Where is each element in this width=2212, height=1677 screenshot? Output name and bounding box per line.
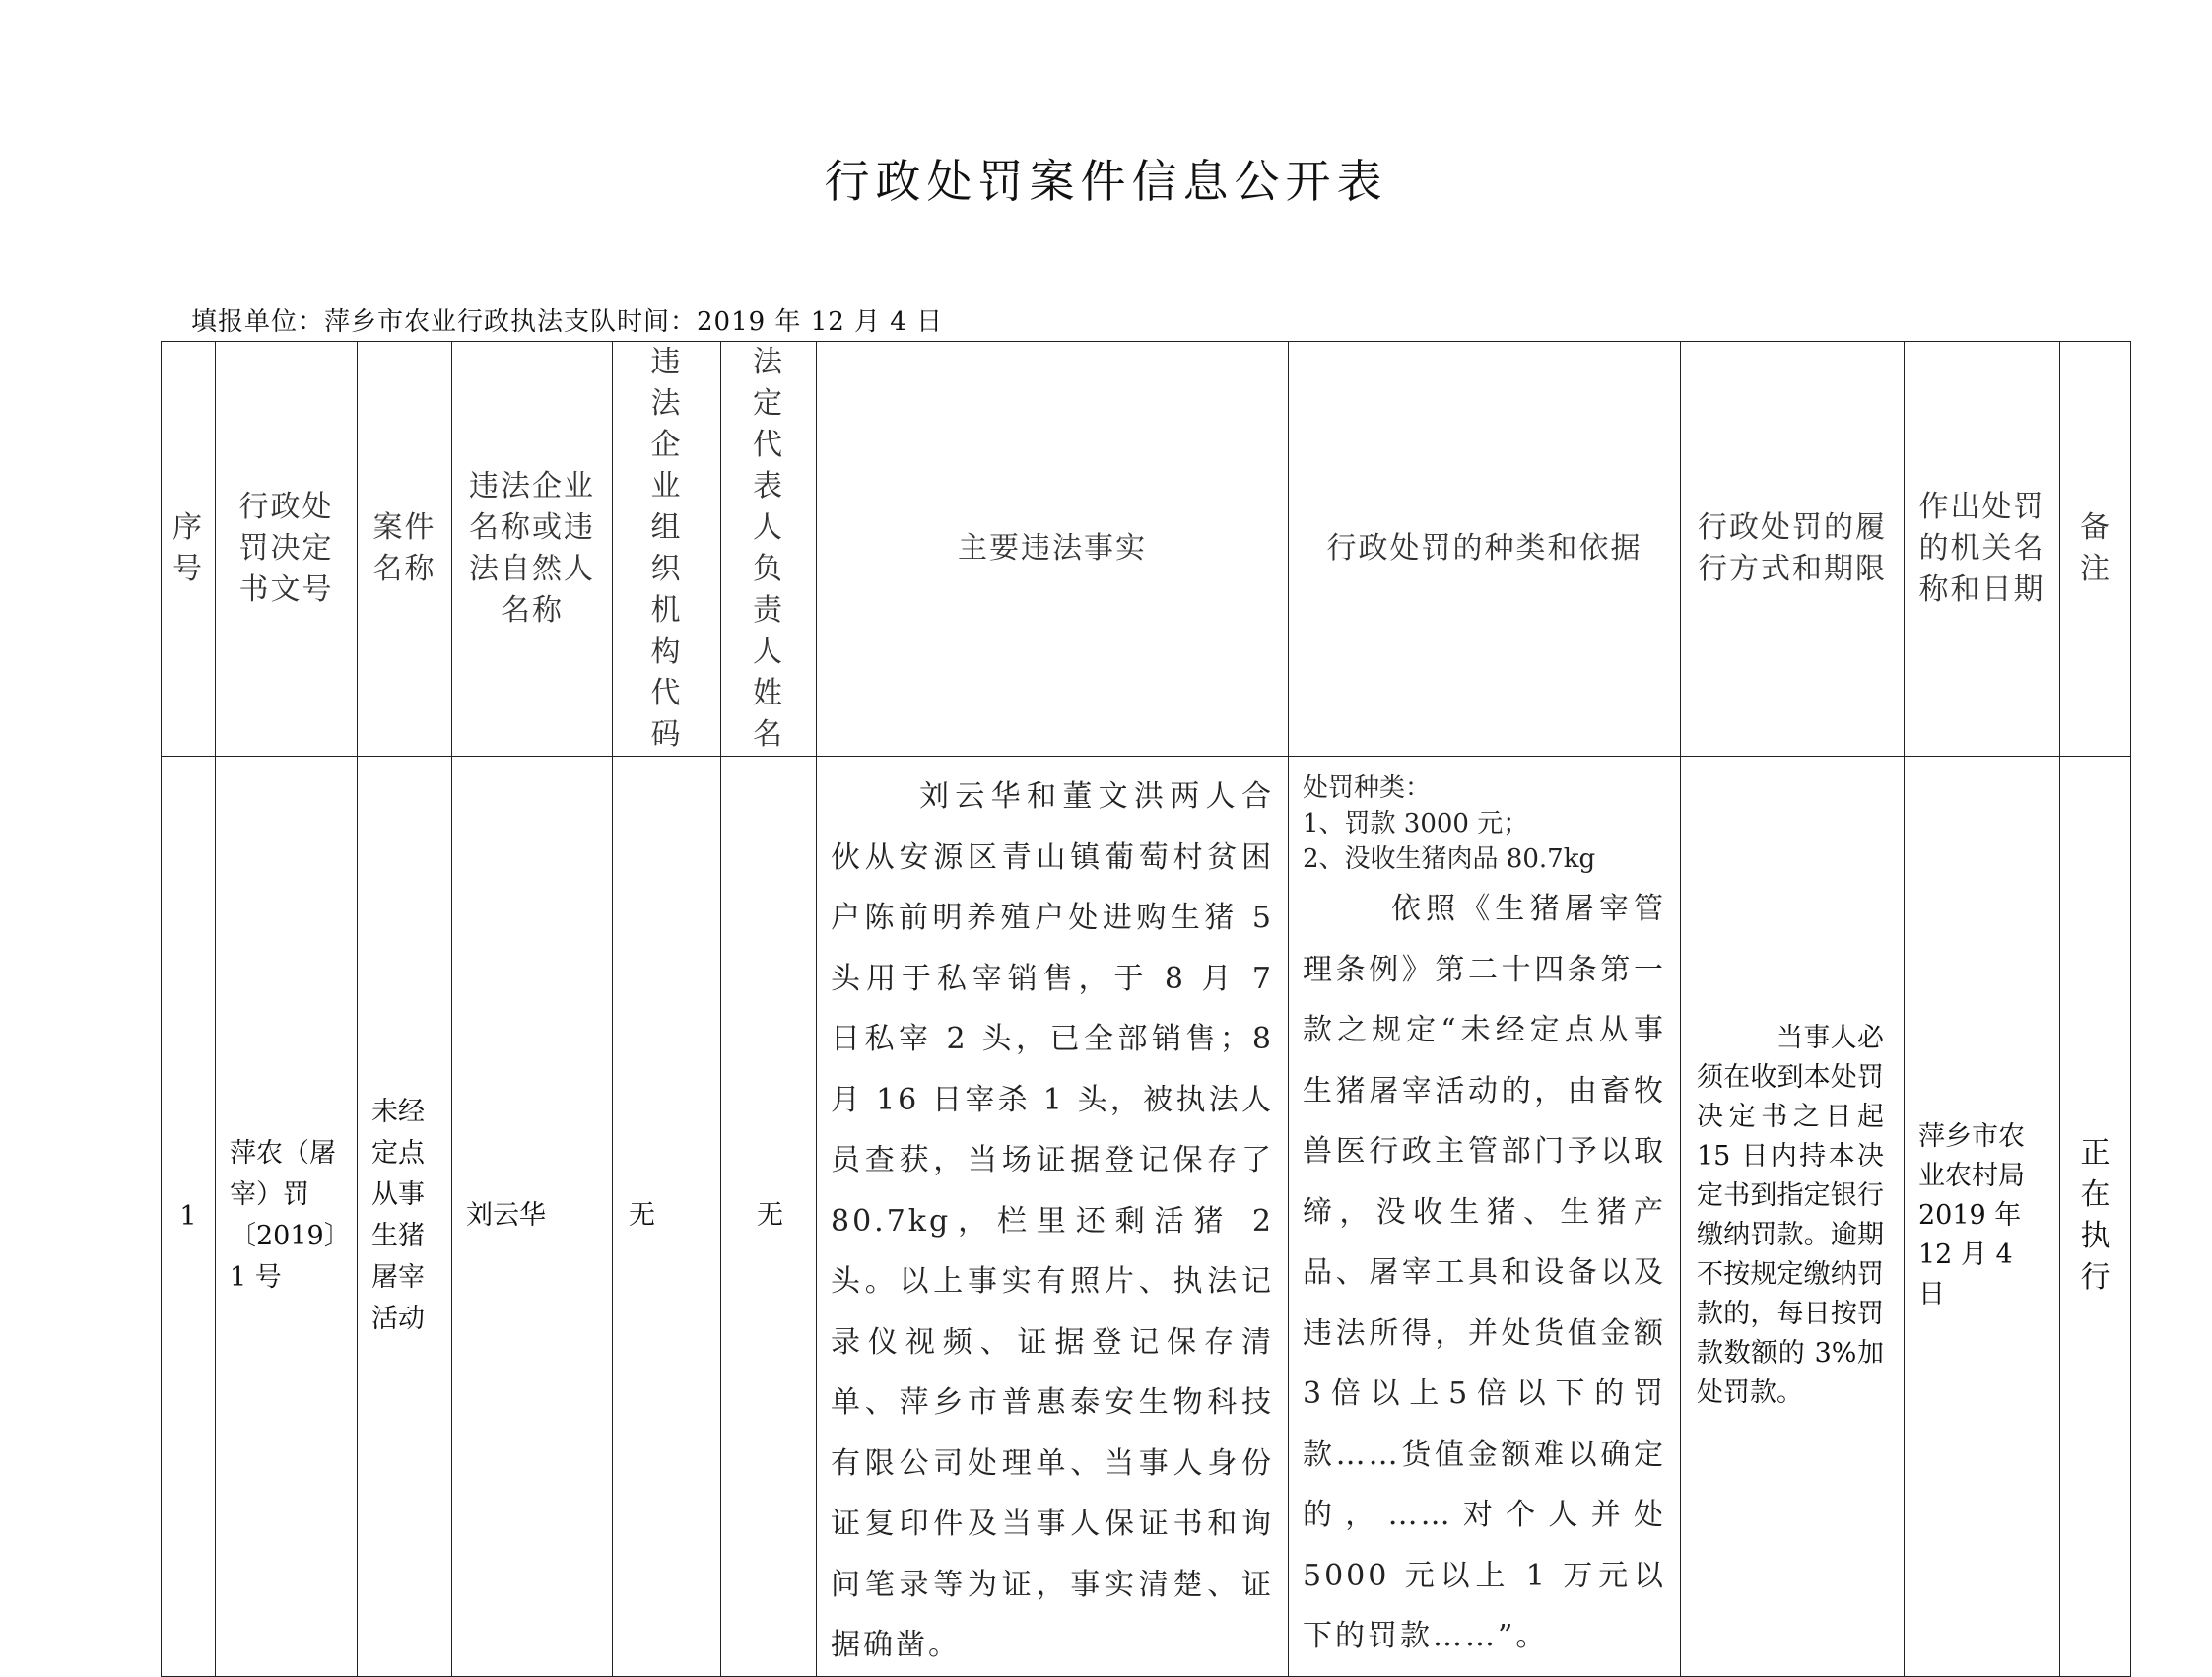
cell-org-code: 无 — [613, 757, 721, 1677]
header-penalty-basis: 行政处罚的种类和依据 — [1289, 342, 1681, 757]
filler-line: 填报单位：萍乡市农业行政执法支队时间：2019 年 12 月 4 日 — [191, 307, 944, 337]
table-row — [162, 757, 2131, 1677]
cell-case-name: 未经定点从事生猪屠宰活动 — [358, 757, 452, 1677]
cell-remarks: 正在执行 — [2060, 757, 2131, 1677]
cell-performance: 当事人必须在收到本处罚决定书之日起 15 日内持本决定书到指定银行缴纳罚款。逾期不按规定缴纳罚款的，每日按罚款数额的 3%加处罚款。 — [1681, 757, 1905, 1677]
cell-seq: 1 — [162, 757, 216, 1677]
header-seq: 序号 — [162, 342, 216, 757]
header-authority-date: 作出处罚的机关名称和日期 — [1905, 342, 2060, 757]
header-legal-rep: 法定代表人负责人姓名 — [721, 342, 817, 757]
header-violator-name: 违法企业名称或违法自然人名称 — [452, 342, 613, 757]
header-org-code: 违法企业组织机构代码 — [613, 342, 721, 757]
cell-facts: 刘云华和董文洪两人合伙从安源区青山镇葡萄村贫困户陈前明养殖户处进购生猪 5 头用于私宰销售，于 8 月 7 日私宰 2 头，已全部销售；8 月 16 日宰杀 1 头，被执法人员查获，当场证据登记保存了 80.7kg，栏里还剩活猪 2 头。以上事实有照片、执法记录仪视频、证据登记保存清单、萍乡市普惠泰安生物科技有限公司处理单、当事人身份证复印件及当事人保证书和询问笔录等为证，事实清楚、证据确凿。 — [817, 757, 1289, 1677]
table-header-row — [162, 342, 2131, 757]
cell-violator-name: 刘云华 — [452, 757, 613, 1677]
penalty-table — [161, 341, 2131, 1677]
penalty-item-2: 2、没收生猪肉品 80.7kg — [1303, 844, 1596, 874]
cell-penalty-basis — [1289, 757, 1681, 1677]
header-remarks: 备注 — [2060, 342, 2131, 757]
penalty-item-1: 1、罚款 3000 元； — [1303, 809, 1529, 838]
cell-legal-rep: 无 — [721, 757, 817, 1677]
page-title: 行政处罚案件信息公开表 — [824, 155, 1388, 208]
header-case-name: 案件名称 — [358, 342, 452, 757]
penalty-legal-basis: 依照《生猪屠宰管理条例》第二十四条第一款之规定“未经定点从事生猪屠宰活动的，由畜牧兽医行政主管部门予以取缔，没收生猪、生猪产品、屠宰工具和设备以及违法所得，并处货值金额3倍以上5倍以下的罚款……货值金额难以确定的，……对个人并处 5000 元以上 1 万元以下的罚款……”。 — [1303, 892, 1666, 1653]
cell-authority-date: 萍乡市农业农村局 2019 年 12 月 4 日 — [1905, 757, 2060, 1677]
penalty-type-label: 处罚种类： — [1303, 773, 1432, 803]
cell-doc-no: 萍农（屠宰）罚〔2019〕1 号 — [216, 757, 358, 1677]
header-performance: 行政处罚的履行方式和期限 — [1681, 342, 1905, 757]
header-facts: 主要违法事实 — [817, 342, 1289, 757]
header-doc-no: 行政处罚决定书文号 — [216, 342, 358, 757]
